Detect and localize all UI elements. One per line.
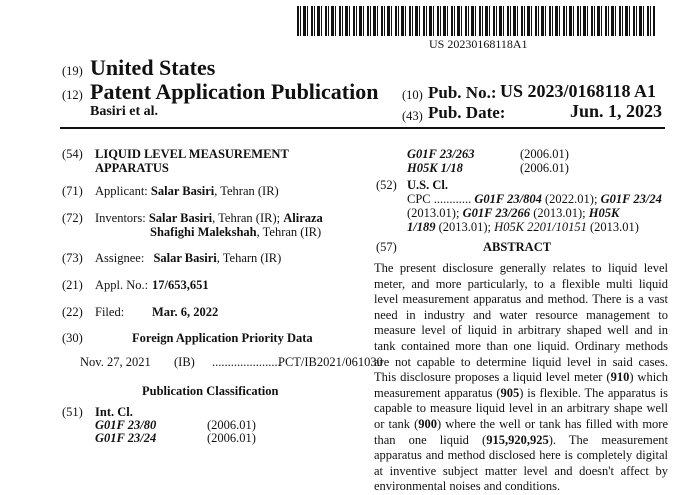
cpc-code-3: G01F 23/266	[462, 206, 531, 220]
inventors-row2	[150, 225, 321, 240]
abstract-part-5: ). The measurement apparatus and method disclosed here is completely digital at inventive subject matter level and doesn't affect by environmental noises and conditions.	[374, 432, 669, 494]
classification-heading: Publication Classification	[142, 384, 279, 398]
pub-no-label: Pub. No.:	[428, 83, 497, 102]
assignee-row	[95, 251, 281, 266]
header-rule	[60, 127, 665, 129]
foreign-date: Nov. 27, 2021	[80, 355, 151, 369]
us-cl-line2	[407, 206, 619, 221]
us-cl-line3	[407, 220, 639, 235]
cpc-date-2: (2013.01);	[407, 206, 460, 220]
applicant-location: , Tehran (IR)	[214, 184, 279, 198]
inventor-1-location: , Tehran (IR);	[212, 211, 281, 225]
cpc-prefix: CPC ............	[407, 192, 472, 206]
title-tag: (54)	[62, 147, 83, 161]
filed-label: Filed:	[95, 305, 125, 319]
title-line1: LIQUID LEVEL MEASUREMENT	[95, 147, 289, 161]
assignee-label: Assignee:	[95, 251, 145, 265]
abstract-part-4: ) where the well or tank has filled with more than one liquid (	[374, 416, 668, 447]
applicant-name: Salar Basiri	[150, 184, 215, 198]
inventor-2-location: , Tehran (IR)	[256, 225, 322, 239]
pub-type-tag: (12)	[62, 88, 83, 102]
applicant-row	[95, 184, 279, 199]
cpc-date-5: (2013.01)	[590, 220, 639, 234]
int-cl-year-1: (2006.01)	[207, 418, 256, 432]
assignee-name: Salar Basiri	[153, 251, 217, 265]
pub-no-value: US 2023/0168118 A1	[500, 81, 657, 101]
filed-value: Mar. 6, 2022	[152, 305, 219, 319]
pub-no-tag: (10)	[402, 88, 423, 102]
abstract-ref-4: 915,920,925	[486, 432, 549, 447]
country-tag: (19)	[62, 64, 83, 78]
appl-no-value: 17/653,651	[152, 278, 209, 292]
cpc-code-4b: 1/189	[407, 220, 436, 234]
abstract-ref-1: 910	[610, 370, 630, 385]
pub-type: Patent Application Publication	[90, 79, 379, 104]
title-line2: APPARATUS	[95, 161, 169, 175]
inventors-row1	[95, 211, 323, 226]
barcode-number: US 20230168118A1	[429, 37, 528, 51]
inventor-2-first: Aliraza	[283, 211, 323, 225]
abstract-ref-3: 900	[418, 416, 437, 431]
abstract-heading: ABSTRACT	[483, 240, 552, 254]
foreign-heading: Foreign Application Priority Data	[132, 331, 313, 345]
cpc-date-3: (2013.01);	[533, 206, 586, 220]
applicant-label: Applicant:	[95, 184, 148, 198]
abstract-part-2: ) which measurement apparatus (	[374, 370, 668, 400]
abstract-part-1: The present disclosure generally relates to liquid level meter, and more particularly, to a flexible multi liquid level measurement apparatus and method. There is a vast need in industry and water resource management to measure level of liquid in arbitrary shaped well and in tank contained more than one liquid. Ordinary methods are not capable to determine liquid level in said cases. This disclosure proposes a liquid level meter (	[374, 261, 668, 385]
cpc-date-1: (2022.01);	[545, 192, 598, 206]
us-cl-line1	[407, 192, 662, 207]
inventor-2-last: Shafighi Malekshah	[150, 225, 257, 239]
int-cl-year-3: (2006.01)	[520, 147, 569, 161]
abstract-part-3: ) is flexible. The apparatus is capable to measure liquid level in an arbitrary shape well or tank (	[374, 385, 668, 431]
abstract-tag: (57)	[376, 240, 397, 254]
int-cl-label: Int. Cl.	[95, 405, 133, 419]
us-cl-tag: (52)	[376, 178, 397, 192]
inventors-tag: (72)	[62, 211, 83, 225]
barcode-image	[297, 6, 655, 36]
pub-date-label: Pub. Date:	[428, 103, 506, 122]
foreign-number: PCT/IB2021/061030	[278, 355, 383, 369]
inventor-1-name: Salar Basiri	[148, 211, 213, 225]
filed-tag: (22)	[62, 305, 83, 319]
appl-no-label: Appl. No.:	[95, 278, 149, 292]
pub-date-tag: (43)	[402, 109, 423, 123]
cpc-code-4a: H05K	[588, 206, 620, 220]
applicant-tag: (71)	[62, 184, 83, 198]
foreign-dots: ......................	[212, 355, 281, 369]
us-cl-label: U.S. Cl.	[407, 178, 448, 192]
int-cl-tag: (51)	[62, 405, 83, 419]
authors: Basiri et al.	[90, 104, 159, 119]
int-cl-code-3: G01F 23/263	[407, 147, 475, 161]
assignee-location: , Teharn (IR)	[216, 251, 282, 265]
int-cl-code-4: H05K 1/18	[407, 161, 463, 175]
foreign-tag: (30)	[62, 331, 83, 345]
cpc-code-2: G01F 23/24	[600, 192, 662, 206]
assignee-tag: (73)	[62, 251, 83, 265]
pub-date-value: Jun. 1, 2023	[569, 101, 662, 121]
cpc-date-4: (2013.01);	[438, 220, 492, 234]
cpc-code-5: H05K 2201/10151	[494, 220, 587, 234]
int-cl-year-2: (2006.01)	[207, 431, 256, 445]
appl-no-tag: (21)	[62, 278, 83, 292]
abstract-text	[374, 261, 668, 495]
inventors-label: Inventors:	[95, 211, 146, 225]
cpc-code-1: G01F 23/804	[474, 192, 542, 206]
country-name: United States	[90, 55, 216, 80]
foreign-code: (IB)	[174, 355, 195, 369]
int-cl-year-4: (2006.01)	[520, 161, 569, 175]
abstract-ref-2: 905	[500, 385, 520, 400]
int-cl-code-2: G01F 23/24	[95, 431, 157, 445]
int-cl-code-1: G01F 23/80	[95, 418, 157, 432]
